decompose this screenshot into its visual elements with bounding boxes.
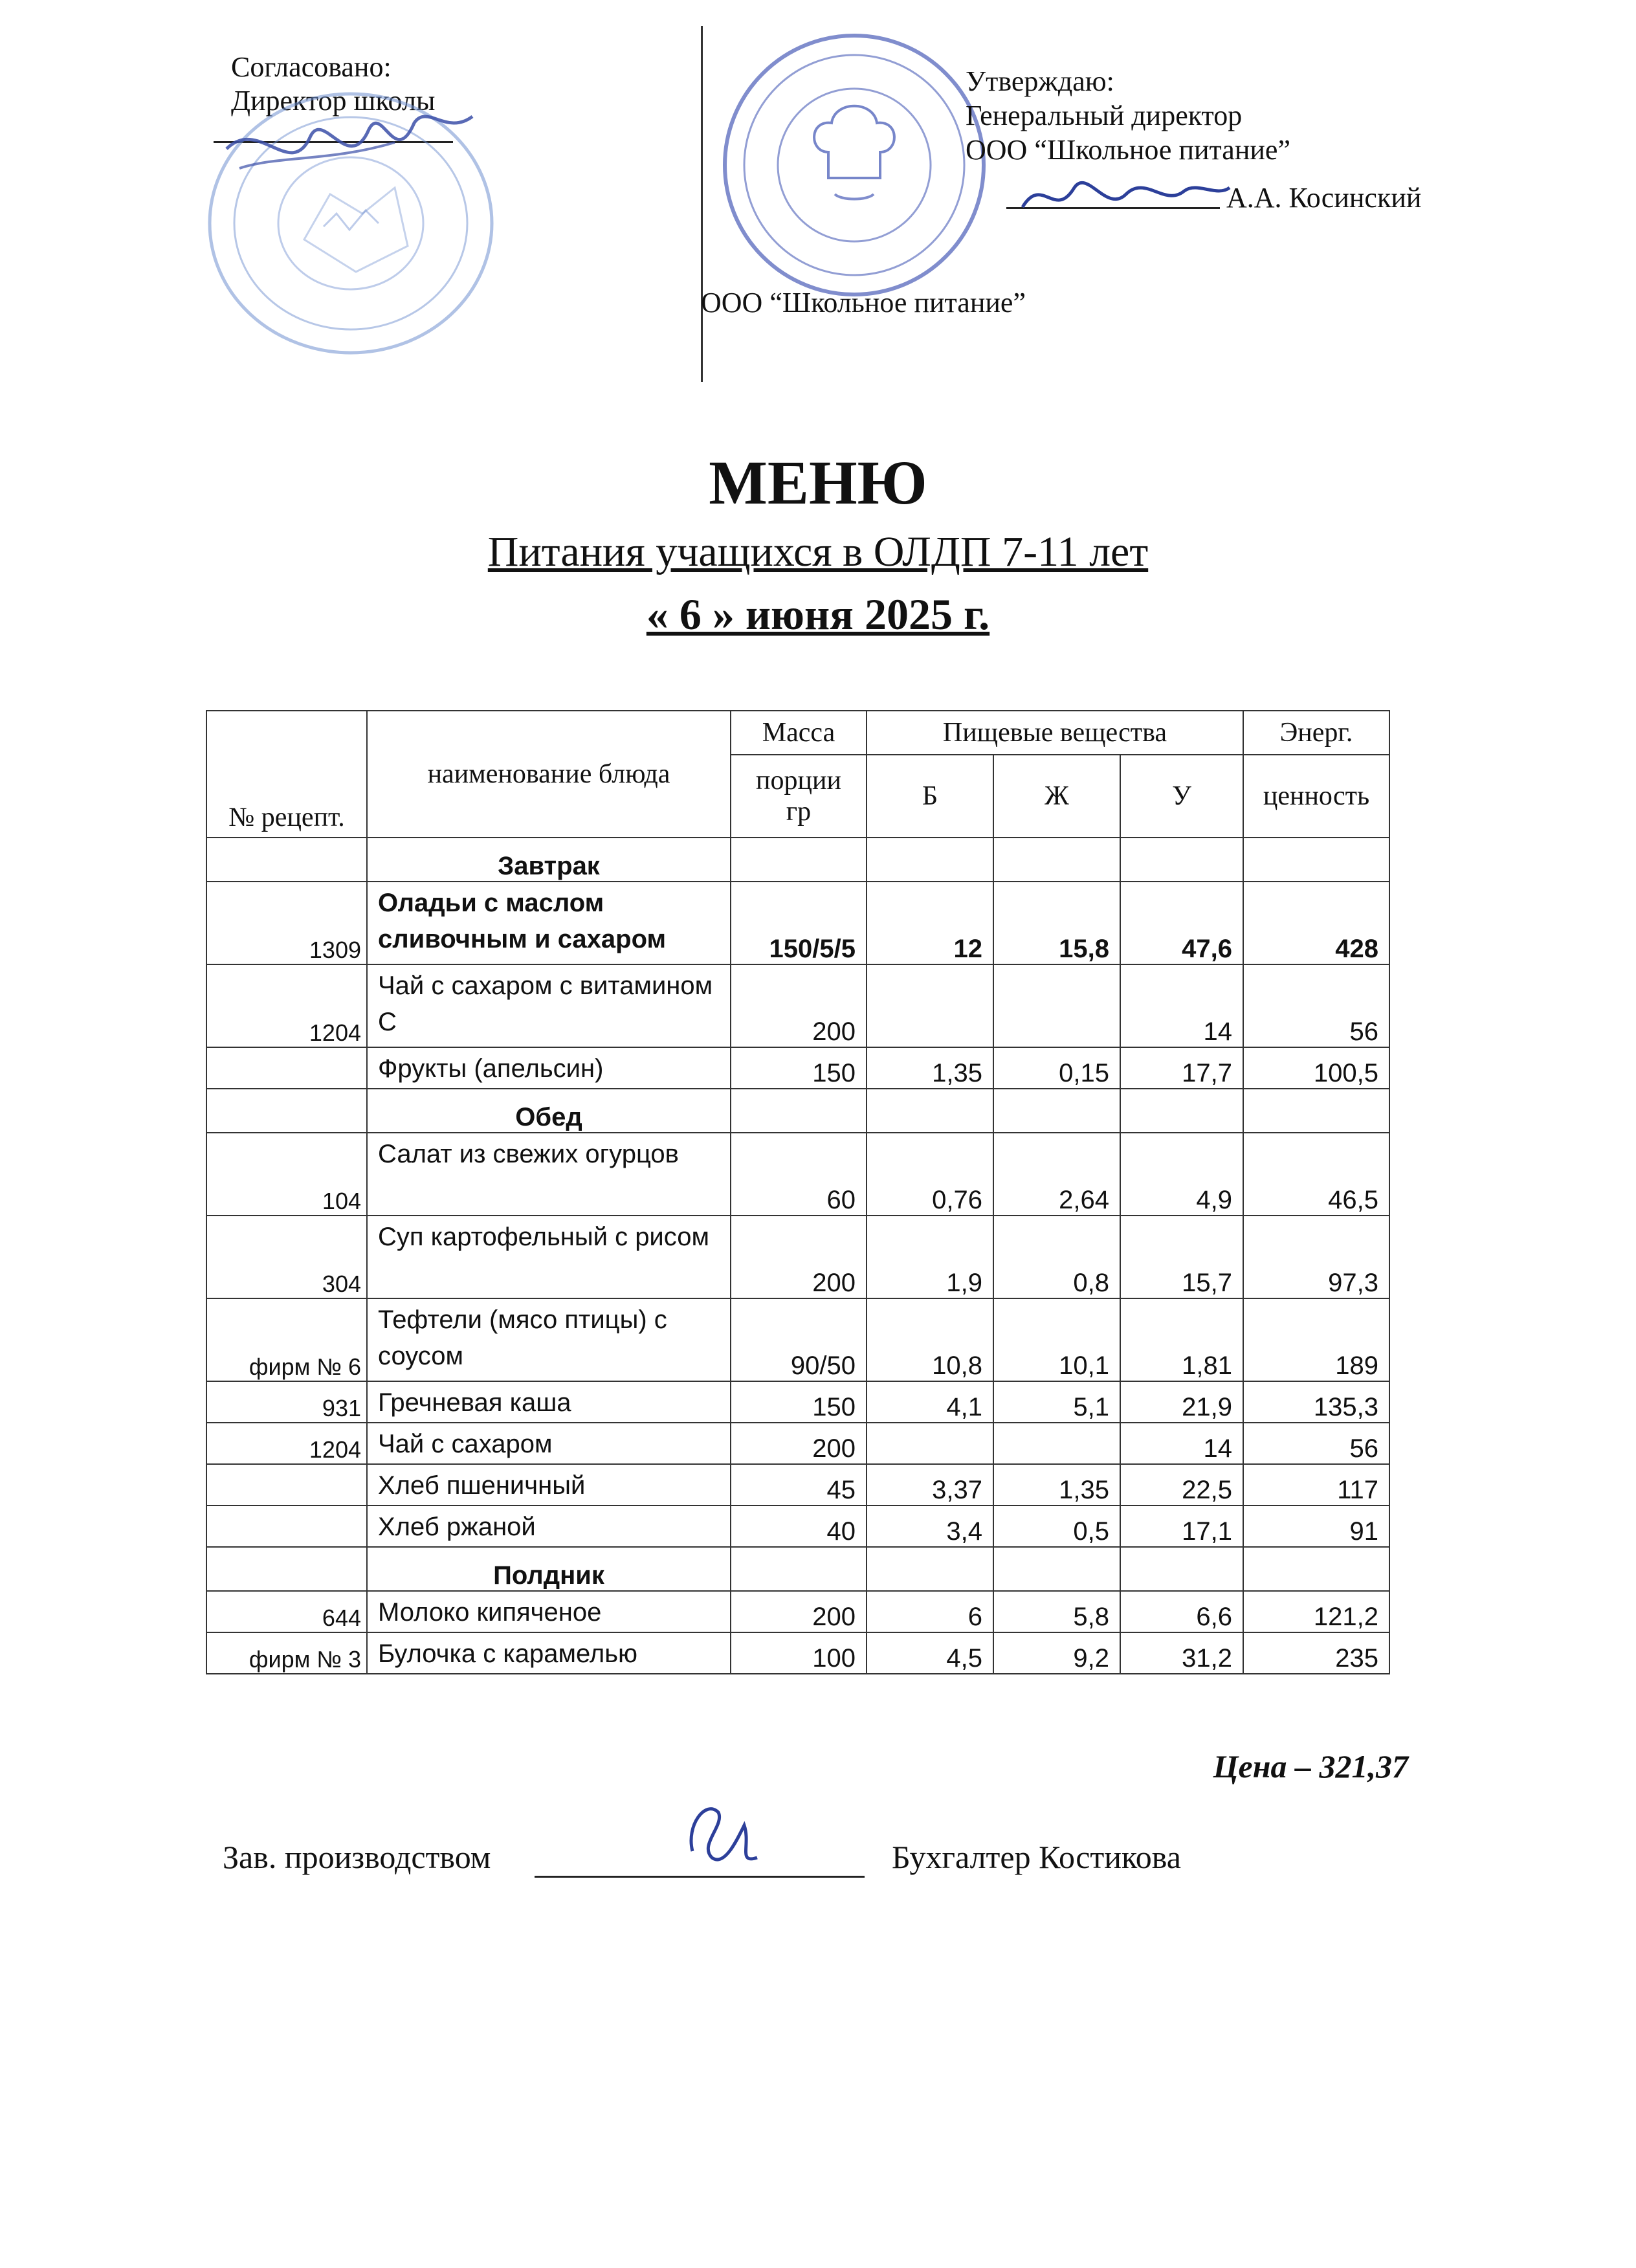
recipe-number: 1204: [206, 964, 367, 1047]
energy-value: 56: [1243, 964, 1389, 1047]
portion-mass: 150: [731, 1047, 867, 1089]
dish-name: Булочка с карамелью: [367, 1632, 731, 1674]
table-row: [206, 1591, 1389, 1632]
protein-value: 3,4: [867, 1506, 993, 1547]
accountant-label: Бухгалтер Костикова: [892, 1839, 1181, 1875]
portion-mass: 200: [731, 964, 867, 1047]
dish-name: Чай с сахаром: [367, 1423, 731, 1464]
production-signature: [667, 1786, 783, 1877]
carbs-value: 14: [1120, 964, 1243, 1047]
portion-mass: 90/50: [731, 1298, 867, 1381]
approval-right-org: ООО “Школьное питание”: [701, 287, 1026, 318]
section-empty-cell: [993, 1547, 1120, 1591]
section-empty-cell: [1243, 1547, 1389, 1591]
protein-value: 4,5: [867, 1632, 993, 1674]
table-row: [206, 1506, 1389, 1547]
portion-mass: 200: [731, 1591, 867, 1632]
section-recipe-cell: [206, 1089, 367, 1133]
section-row: [206, 1089, 1389, 1133]
recipe-number: 304: [206, 1216, 367, 1298]
protein-value: 1,35: [867, 1047, 993, 1089]
portion-mass: 60: [731, 1133, 867, 1216]
protein-value: 3,37: [867, 1464, 993, 1506]
section-row: [206, 1547, 1389, 1591]
protein-value: 4,1: [867, 1381, 993, 1423]
section-empty-cell: [1120, 1089, 1243, 1133]
header-mass: Масса: [731, 711, 867, 755]
section-empty-cell: [1120, 1547, 1243, 1591]
table-row: [206, 1632, 1389, 1674]
fat-value: [993, 964, 1120, 1047]
section-title: Полдник: [367, 1547, 731, 1591]
header-dish: наименование блюда: [367, 711, 731, 838]
recipe-number: фирм № 3: [206, 1632, 367, 1674]
protein-value: 6: [867, 1591, 993, 1632]
production-manager-label: Зав. производством: [223, 1839, 491, 1875]
dish-name: Суп картофельный с рисом: [367, 1216, 731, 1298]
carbs-value: 17,7: [1120, 1047, 1243, 1089]
section-row: [206, 838, 1389, 882]
energy-value: 97,3: [1243, 1216, 1389, 1298]
energy-value: 121,2: [1243, 1591, 1389, 1632]
protein-value: 0,76: [867, 1133, 993, 1216]
recipe-number: фирм № 6: [206, 1298, 367, 1381]
energy-value: 428: [1243, 882, 1389, 964]
dish-name: Оладьи с маслом сливочным и сахаром: [367, 882, 731, 964]
energy-value: 117: [1243, 1464, 1389, 1506]
dish-name: Чай с сахаром с витамином С: [367, 964, 731, 1047]
header-nutrients: Пищевые вещества: [867, 711, 1243, 755]
protein-value: 1,9: [867, 1216, 993, 1298]
header-fat: Ж: [993, 755, 1120, 838]
ceo-signature: [1016, 162, 1236, 227]
portion-mass: 200: [731, 1216, 867, 1298]
fat-value: 0,15: [993, 1047, 1120, 1089]
fat-value: 15,8: [993, 882, 1120, 964]
carbs-value: 1,81: [1120, 1298, 1243, 1381]
portion-mass: 45: [731, 1464, 867, 1506]
recipe-number: 931: [206, 1381, 367, 1423]
carbs-value: 4,9: [1120, 1133, 1243, 1216]
table-row: [206, 1464, 1389, 1506]
header-energy-value: ценность: [1243, 755, 1389, 838]
header-recipe: № рецепт.: [206, 711, 367, 838]
portion-mass: 200: [731, 1423, 867, 1464]
recipe-number: [206, 1464, 367, 1506]
energy-value: 91: [1243, 1506, 1389, 1547]
table-row: [206, 964, 1389, 1047]
header-divider: [701, 26, 703, 382]
protein-value: [867, 1423, 993, 1464]
section-empty-cell: [867, 1547, 993, 1591]
fat-value: 9,2: [993, 1632, 1120, 1674]
table-row: [206, 1133, 1389, 1216]
menu-price: Цена – 321,37: [1213, 1748, 1408, 1784]
section-title: Обед: [367, 1089, 731, 1133]
section-empty-cell: [731, 1089, 867, 1133]
fat-value: 0,5: [993, 1506, 1120, 1547]
section-empty-cell: [1243, 1089, 1389, 1133]
energy-value: 46,5: [1243, 1133, 1389, 1216]
energy-value: 56: [1243, 1423, 1389, 1464]
carbs-value: 17,1: [1120, 1506, 1243, 1547]
dish-name: Тефтели (мясо птицы) с соусом: [367, 1298, 731, 1381]
carbs-value: 6,6: [1120, 1591, 1243, 1632]
section-empty-cell: [1243, 838, 1389, 882]
section-empty-cell: [993, 838, 1120, 882]
fat-value: [993, 1423, 1120, 1464]
dish-name: Молоко кипяченое: [367, 1591, 731, 1632]
approval-right-company: ООО “Школьное питание”: [966, 134, 1290, 166]
section-empty-cell: [731, 838, 867, 882]
section-empty-cell: [993, 1089, 1120, 1133]
recipe-number: [206, 1047, 367, 1089]
portion-mass: 150/5/5: [731, 882, 867, 964]
portion-mass: 100: [731, 1632, 867, 1674]
page-subtitle: Питания учащихся в ОЛДП 7-11 лет: [487, 528, 1149, 575]
school-seal-stamp: [201, 78, 511, 362]
approval-left-label: Согласовано:: [231, 51, 392, 83]
table-row: [206, 882, 1389, 964]
header-protein: Б: [867, 755, 993, 838]
table-row: [206, 1216, 1389, 1298]
recipe-number: 1309: [206, 882, 367, 964]
section-empty-cell: [867, 1089, 993, 1133]
energy-value: 189: [1243, 1298, 1389, 1381]
carbs-value: 47,6: [1120, 882, 1243, 964]
section-title: Завтрак: [367, 838, 731, 882]
carbs-value: 22,5: [1120, 1464, 1243, 1506]
section-empty-cell: [867, 838, 993, 882]
protein-value: [867, 964, 993, 1047]
carbs-value: 15,7: [1120, 1216, 1243, 1298]
dish-name: Хлеб пшеничный: [367, 1464, 731, 1506]
menu-table: [206, 710, 1390, 1674]
fat-value: 10,1: [993, 1298, 1120, 1381]
recipe-number: 644: [206, 1591, 367, 1632]
table-row: [206, 1298, 1389, 1381]
recipe-number: [206, 1506, 367, 1547]
portion-mass: 150: [731, 1381, 867, 1423]
fat-value: 2,64: [993, 1133, 1120, 1216]
carbs-value: 21,9: [1120, 1381, 1243, 1423]
dish-name: Хлеб ржаной: [367, 1506, 731, 1547]
company-seal-stamp: [718, 29, 990, 301]
table-row: [206, 1047, 1389, 1089]
dish-name: Гречневая каша: [367, 1381, 731, 1423]
header-energy: Энерг.: [1243, 711, 1389, 755]
approval-left-role: Директор школы: [231, 85, 436, 117]
recipe-number: 104: [206, 1133, 367, 1216]
section-empty-cell: [731, 1547, 867, 1591]
section-recipe-cell: [206, 1547, 367, 1591]
header-portion: порции гр: [731, 755, 867, 838]
carbs-value: 14: [1120, 1423, 1243, 1464]
recipe-number: 1204: [206, 1423, 367, 1464]
energy-value: 235: [1243, 1632, 1389, 1674]
table-row: [206, 1381, 1389, 1423]
page-title: МЕНЮ: [709, 448, 927, 517]
header-carbs: У: [1120, 755, 1243, 838]
fat-value: 0,8: [993, 1216, 1120, 1298]
protein-value: 12: [867, 882, 993, 964]
approval-right-label: Утверждаю:: [966, 65, 1114, 97]
dish-name: Салат из свежих огурцов: [367, 1133, 731, 1216]
portion-mass: 40: [731, 1506, 867, 1547]
section-recipe-cell: [206, 838, 367, 882]
menu-date: « 6 » июня 2025 г.: [646, 590, 990, 639]
energy-value: 100,5: [1243, 1047, 1389, 1089]
table-row: [206, 1423, 1389, 1464]
fat-value: 1,35: [993, 1464, 1120, 1506]
fat-value: 5,8: [993, 1591, 1120, 1632]
carbs-value: 31,2: [1120, 1632, 1243, 1674]
approval-right-role: Генеральный директор: [966, 100, 1243, 131]
dish-name: Фрукты (апельсин): [367, 1047, 731, 1089]
protein-value: 10,8: [867, 1298, 993, 1381]
energy-value: 135,3: [1243, 1381, 1389, 1423]
fat-value: 5,1: [993, 1381, 1120, 1423]
section-empty-cell: [1120, 838, 1243, 882]
ceo-name: А.А. Косинский: [1226, 182, 1422, 214]
